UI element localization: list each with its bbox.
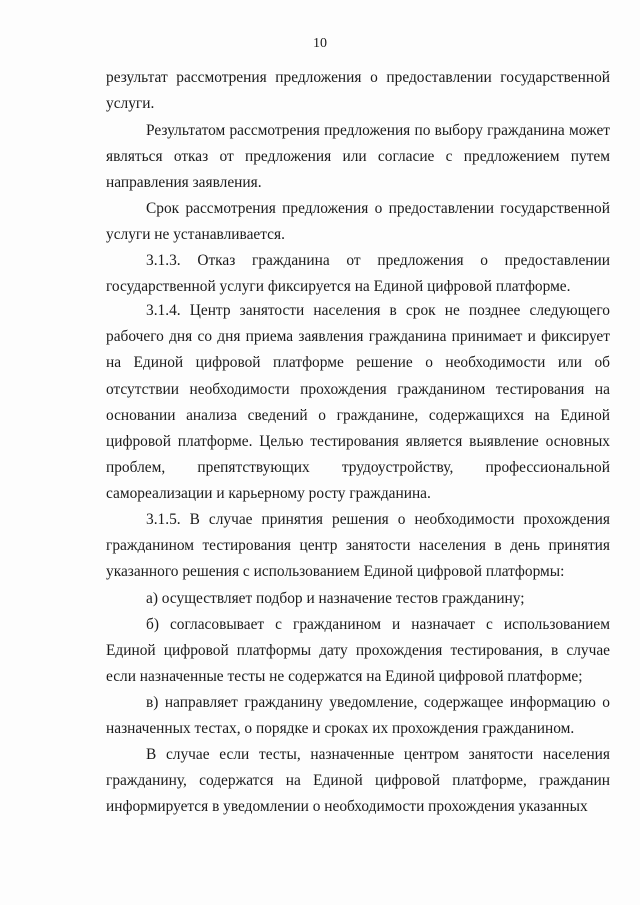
paragraph-continuation: результат рассмотрения предложения о предоставлении государственной услуги.	[106, 69, 610, 113]
list-item-b: б) согласовывает с гражданином и назначает с использованием Единой цифровой платформы дату прохождения тестирования, в случае если назначенные тесты не содержатся на Единой цифровой платформе;	[106, 616, 610, 686]
paragraph-term: Срок рассмотрения предложения о предоставлении государственной услуги не устанавливается.	[106, 200, 610, 244]
paragraph-3-1-4: 3.1.4. Центр занятости населения в срок не позднее следующего рабочего дня со дня приема заявления гражданина принимает и фиксирует на Единой цифровой платформе решение о необходимости или об отсутствии необходимости прохождения гражданином тестирования на основании анализа сведений о гражданине, содержащихся на Единой цифровой платформе. Целью тестирования является выявление основных проблем, препятствующих трудоустройству, профессиональной самореализации и карьерному росту гражданина.	[106, 302, 610, 503]
paragraph-tests-on-platform: В случае если тесты, назначенные центром занятости населения гражданину, содержатся на Единой цифровой платформе, гражданин информируется в уведомлении о необходимости прохождения указанных	[106, 746, 610, 816]
list-item-a: а) осуществляет подбор и назначение тестов гражданину;	[146, 590, 525, 607]
list-item-v: в) направляет гражданину уведомление, содержащее информацию о назначенных тестах, о порядке и сроках их прохождения гражданином.	[106, 694, 610, 738]
paragraph-3-1-3: 3.1.3. Отказ гражданина от предложения о предоставлении государственной услуги фиксируется на Единой цифровой платформе.	[106, 252, 610, 296]
paragraph-result: Результатом рассмотрения предложения по выбору гражданина может являться отказ от предложения или согласие с предложением путем направления заявления.	[106, 122, 610, 192]
page-number: 10	[313, 36, 327, 51]
paragraph-3-1-5: 3.1.5. В случае принятия решения о необходимости прохождения гражданином тестирования центр занятости населения в день принятия указанного решения с использованием Единой цифровой платформы:	[106, 511, 610, 581]
